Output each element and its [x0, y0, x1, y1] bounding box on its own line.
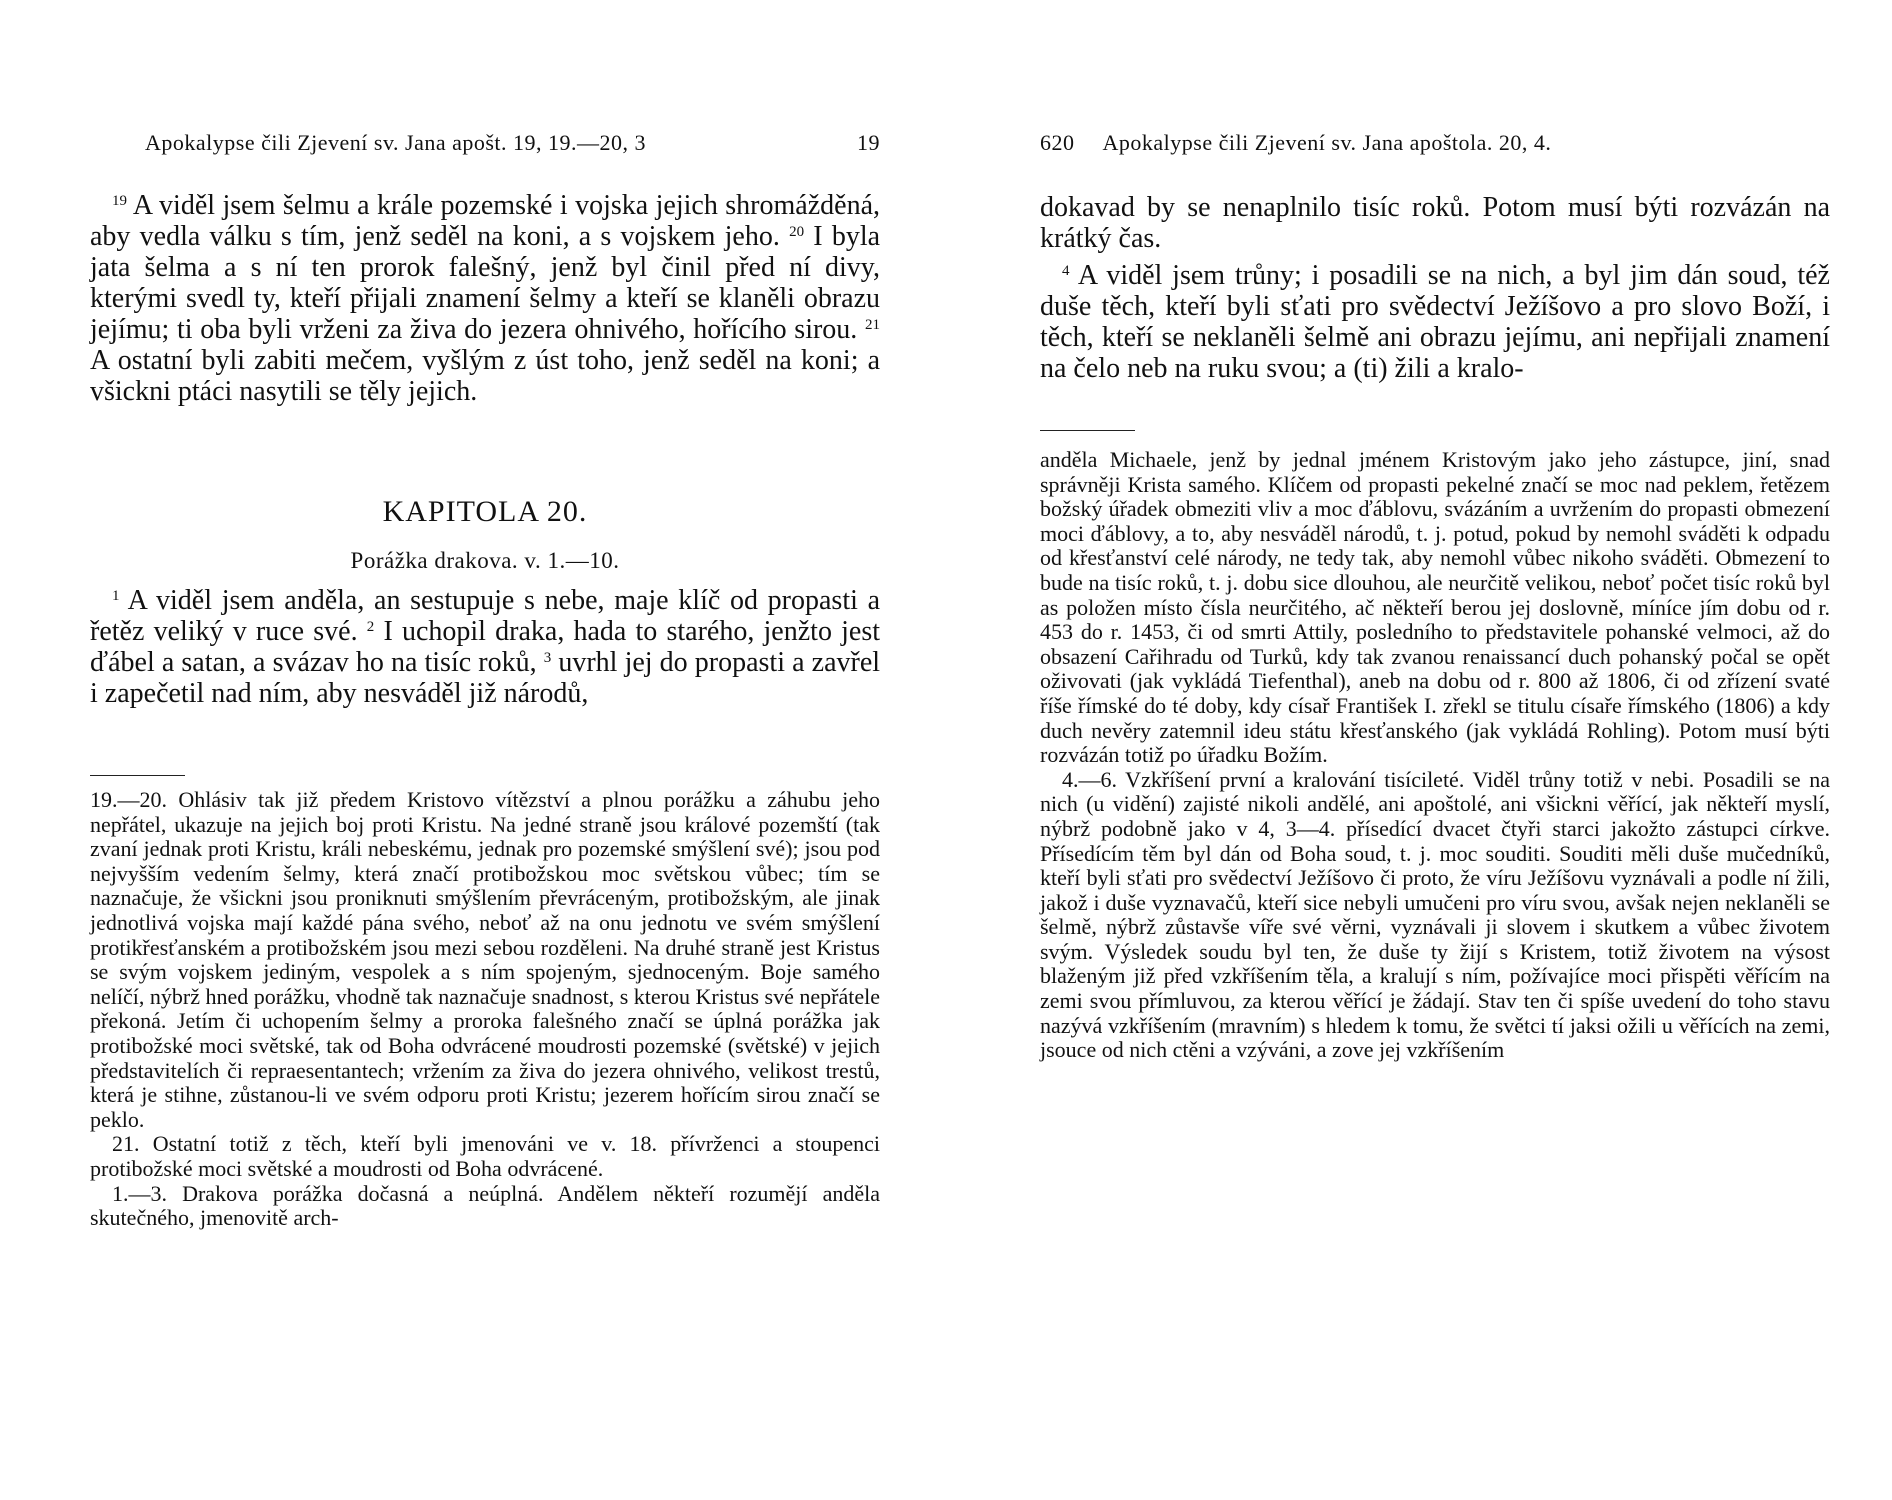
verse-number: 21 [865, 317, 881, 333]
verse-text: A viděl jsem šelmu a krále pozemské i vojska jejich shromážděná, aby vedla válku s tím, jenž seděl na koni, a s vojskem jeho. [90, 190, 880, 252]
right-commentary [1040, 448, 1830, 1063]
verse-number: 2 [366, 619, 375, 635]
verse-text: I byla jata šelma a s ní ten prorok falešný, jenž byl činil před ní divy, kterými svedl ty, kteří přijali znamení šelmy a kteří se klaněli obrazu jejímu; ti oba byli vrženi za živa do jezera ohnivého, hořícího sirou. [90, 221, 881, 345]
verse-number: 20 [789, 224, 805, 240]
verse-paragraph [90, 585, 880, 709]
left-page-number: 19 [857, 130, 880, 155]
right-verses-block [1040, 192, 1830, 390]
right-page [1040, 0, 1830, 1500]
verse-text: A ostatní byli zabiti mečem, vyšlým z úst toho, jenž seděl na koni; a všickni ptáci nasytili se těly jejich. [90, 345, 880, 407]
verse-number: 4 [1062, 263, 1070, 279]
left-chapter-verses [90, 585, 880, 715]
verse-number: 1 [112, 588, 120, 604]
footnote-rule [90, 775, 185, 776]
verse-text: uvrhl jej do propasti a zavřel i zapečetil nad ním, aby nesváděl již národů, [90, 647, 881, 709]
commentary-paragraph: 1.—3. Drakova porážka dočasná a neúplná. Andělem někteří rozumějí anděla skutečného, jmenovitě arch- [90, 1180, 880, 1231]
left-commentary [90, 788, 880, 1231]
verse-paragraph [1040, 260, 1830, 384]
right-running-title: Apokalypse čili Zjevení sv. Jana apoštola. 20, 4. [1102, 130, 1552, 155]
verse-number: 19 [112, 193, 127, 209]
verse-text: A viděl jsem anděla, an sestupuje s nebe, maje klíč od propasti a řetěz veliký v ruce své. [90, 585, 880, 647]
chapter-title: KAPITOLA 20. [382, 495, 588, 528]
left-page [90, 0, 880, 1500]
commentary-paragraph: anděla Michaele, jenž by jednal jménem Kristovým jako jeho zástupce, jiní, snad správněji Krista samého. Klíčem od propasti pekelné značí se moc nad peklem, řetězem božský úřadek obmeziti vliv a moc ďáblovu, svázáním a uvržením do propasti obmezení moci ďáblovy, a to, aby nesváděl národů, t. j. potud, pokud by nemohl sváděti k odpadu od křesťanství celé národy, ne tedy tak, aby nemohl vůbec nikoho sváděti. Obmezení to bude na tisíc roků, t. j. dobu sice dlouhou, ale neurčitě velikou, neboť počet tisíc roků byl as položen místo čísla neurčitého, ač někteří berou jej doslovně, míníce jím dobu od r. 453 do r. 1453, či od smrti Attily, posledního to představitele pohanské velmoci, až do obsazení Cařihradu od Turků, kdy tak zvanou renaissancí duch pohanský počal se opět oživovati (jak vykládá Tiefenthal), aneb na dobu od r. 800 až 1806, či od zřízení svaté říše římské do té doby, kdy císař František I. zřekl se titulu císaře římského (1806) a kdy duch nevěry zatemnil ideu státu křesťanského (jak vykládá Rohling). Potom musí býti rozvázán totiž po úřadku Božím. [1040, 447, 1830, 768]
verse-continuation: dokavad by se nenaplnilo tisíc roků. Potom musí býti rozvázán na krátký čas. [1040, 192, 1830, 254]
chapter-subtitle: Porážka drakova. v. 1.—10. [350, 548, 620, 573]
verse-text: I uchopil draka, hada to starého, jenžto jest ďábel a satan, a svázav ho na tisíc roků, [90, 616, 880, 678]
commentary-paragraph: 19.—20. Ohlásiv tak již předem Kristovo vítězství a plnou porážku a záhubu jeho nepřátel, ukazuje na jejich boj proti Kristu. Na jedné straně jsou králové pozemští (tak zvaní jednak proti Kristu, králi nebeskému, jednak pro pozemské smýšlení své); jsou pod nejvyšším vedením šelmy, která značí protibožskou moc světskou vůbec; tím se naznačuje, že všickni jsou proniknuti smýšlením převráceným, protibožským, ale jinak jednotlivá vojska mají každé pána svého, neboť až na onu jednotu ve svém smýšlení protikřesťanském a protibožském jsou mezi sebou rozděleni. Na druhé straně jest Kristus se svým vojskem jediným, vespolek a s ním spojeným, sjednoceným. Boje samého nelíčí, nýbrž hned porážku, vhodně tak naznačuje snadnost, s kterou Kristus své nepřátele překoná. Jetím či uchopením šelmy a proroka falešného značí se úplná porážka jak protibožské moci světské, tak od Boha odvrácené moudrosti pozemské (světské) v jejich představitelích či repraesentantech; vržením za živa do jezera ohnivého, velikost trestů, která je stihne, zůstanou-li ve svém odporu proti Kristu; jezerem hořícím sirou značí se peklo. [90, 787, 880, 1132]
right-page-number: 620 [1040, 130, 1075, 155]
commentary-paragraph: 4.—6. Vzkříšení první a kralování tisícileté. Viděl trůny totiž v nebi. Posadili se na nich (u vidění) zajisté nikoli andělé, ani apoštolé, ani všickni věřící, jak někteří myslí, nýbrž podobně jako v 4, 3—4. přísedící dvacet čtyři starci jakožto zástupci církve. Přísedícím těm byl dán od Boha soud, t. j. moc souditi. Souditi měli duše mučedníků, kteří byli sťati pro svědectví Ježíšovo či proto, že víru Ježíšovu vyznávali a podle ní žili, jakož i duše vyznavačů, kteří sice nebyli umučeni pro víru svou, avšak nejen neklaněli se šelmě, nýbrž zůstavše víře své věrni, vyznávali ji slovem i skutkem a vůbec životem svým. Výsledek soudu byl ten, že duše ty žijí s Kristem, totiž životem na výsost blaženým již před vzkříšením těla, a kralují s ním, požívajíce moci přispěti věřícím na zemi svou přímluvou, za kterou věřící je žádají. Stav ten či spíše uvedení do toho stavu nazývá vzkříšením (mravním) s hledem k tomu, že světci tí jaksi ožili u věřících na zemi, jsouce od nich ctěni a vzýváni, a zove jej vzkříšením [1040, 766, 1830, 1063]
verse-paragraph [90, 190, 880, 407]
left-verses-block [90, 190, 880, 413]
commentary-paragraph: 21. Ostatní totiž z těch, kteří byli jmenováni ve v. 18. přívrženci a stoupenci protibožské moci světské a moudrosti od Boha odvrácené. [90, 1131, 880, 1181]
footnote-rule [1040, 430, 1135, 431]
verse-number: 3 [543, 650, 552, 666]
left-running-head [145, 130, 880, 156]
right-running-head [1040, 130, 1760, 156]
verse-text: A viděl jsem trůny; i posadili se na nich, a byl jim dán soud, též duše těch, kteří byli sťati pro svědectví Ježíšovo a pro slovo Boží, i těch, kteří se neklaněli šelmě ani obrazu jejímu, ani nepřijali znamení na čelo neb na ruku svou; a (ti) žili a kralo- [1040, 260, 1830, 384]
left-running-title: Apokalypse čili Zjevení sv. Jana apošt. 19, 19.—20, 3 [145, 130, 647, 155]
